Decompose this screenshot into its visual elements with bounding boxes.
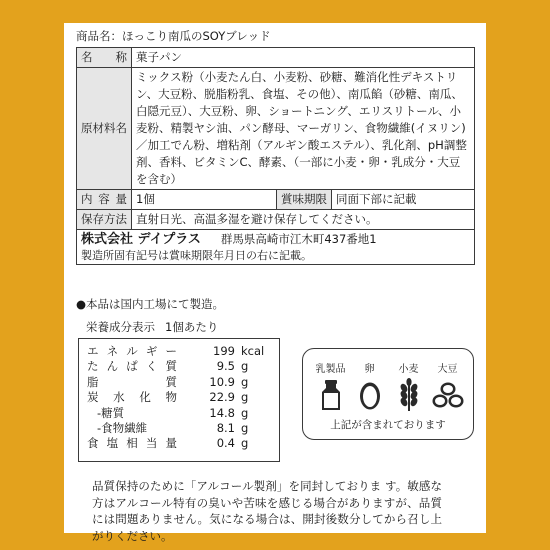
spec-row-maker [77,230,475,265]
allergen-note: 上記が含まれております [330,419,446,431]
nutrition-row [87,344,271,359]
maker-note: 製造所固有記号は賞味期限年月日の右に記載。 [81,249,312,262]
nutrition-heading: 栄養成分表示 [86,320,155,334]
quantity-value: 1個 [132,190,277,210]
storage-value: 直射日光、高温多湿を避け保存してください。 [132,210,475,230]
maker-company: 株式会社 デイプラス [81,232,201,247]
spec-row-name [77,48,475,68]
spec-row-quantity [77,190,475,210]
allergen-icons [311,378,467,412]
allergen-label-egg: 卵 [364,364,375,375]
nutrition-value: 14.8 [209,405,235,420]
nutrition-unit: g [241,405,249,420]
nutrition-row [87,359,271,374]
product-name: 商品名：ほっこり南瓜のSOYブレッド [76,29,271,43]
nutrition-row [87,436,271,451]
nutrition-value: 0.4 [216,436,235,451]
nutrition-label: エネルギー [87,344,177,358]
nutrition-value: 199 [213,344,235,358]
nutrition-title [86,319,218,335]
nutrition-unit: g [241,421,249,436]
nutrition-unit: kcal [241,344,265,358]
nutrition-label: 炭水化物 [87,390,177,405]
nutrition-row [87,421,271,436]
nutrition-row [87,390,271,405]
allergen-label-dairy: 乳製品 [315,364,346,375]
best-before-value: 同面下部に記載 [332,190,475,210]
ingredients-value: ミックス粉（小麦たん白、小麦粉、砂糖、難消化性デキストリン、大豆粉、脱脂粉乳、食塩、その他）、南瓜餡（砂糖、南瓜、白隠元豆）、大豆粉、卵、ショートニング、エリスリトール、小麦粉、精製ヤシ油、パン酵母、マーガリン、食物繊維(イヌリン)／加工でん粉、増粘剤（アルギン酸エステル）、乳化剤、pH調整剤、香料、ビタミンC、酵素、（一部に小麦・卵・乳成分・大豆を含む） [132,68,475,190]
storage-key: 保存方法 [77,210,132,230]
spec-row-storage [77,210,475,230]
nutrition-unit: g [241,390,249,405]
maker-address: 群馬県高崎市江木町437番地1 [220,232,377,246]
food-label [64,23,486,543]
name-value: 菓子パン [132,48,475,68]
allergen-label-wheat: 小麦 [398,364,419,375]
allergen-labels [311,360,467,375]
spec-table [76,47,475,265]
name-key: 名 称 [77,48,132,68]
best-before-key: 賞味期限 [277,190,332,210]
nutrition-value: 10.9 [209,374,235,389]
spec-row-ingredients [77,68,475,190]
nutrition-label: -食物繊維 [97,421,148,436]
nutrition-label: 食塩相当量 [87,436,177,451]
maker-line [81,231,470,248]
nutrition-row [87,375,271,390]
nutrition-label: 脂質 [87,374,177,389]
nutrition-per: 1個あたり [165,320,219,334]
nutrition-unit: g [241,436,249,451]
egg-icon [350,378,389,412]
soybean-icon [428,378,467,412]
nutrition-value: 9.5 [216,359,235,374]
nutrition-value: 8.1 [216,421,235,436]
nutrition-row [87,406,271,421]
maker-cell [77,230,475,265]
nutrition-unit: g [241,374,249,389]
quantity-key: 内容量 [77,190,132,210]
allergen-label-soy: 大豆 [437,364,458,375]
milk-bottle-icon [311,378,350,412]
allergen-panel [302,348,474,440]
nutrition-label: -糖質 [97,405,125,420]
domestic-note: ●本品は国内工場にて製造。 [76,297,225,311]
nutrition-unit: g [241,359,249,374]
nutrition-label: たんぱく質 [87,359,177,374]
nutrition-value: 22.9 [209,390,235,405]
alcohol-notice: 品質保持のために「アルコール製剤」を同封しておりま す。敏感な方はアルコール特有の臭いや苦味を感じる場合がありますが、品質には問題ありません。気になる場合は、開封後数分してから召し上がりください。 [92,479,442,543]
nutrition-table [78,338,280,462]
ingredients-key: 原材料名 [77,68,132,190]
wheat-icon [389,378,428,412]
